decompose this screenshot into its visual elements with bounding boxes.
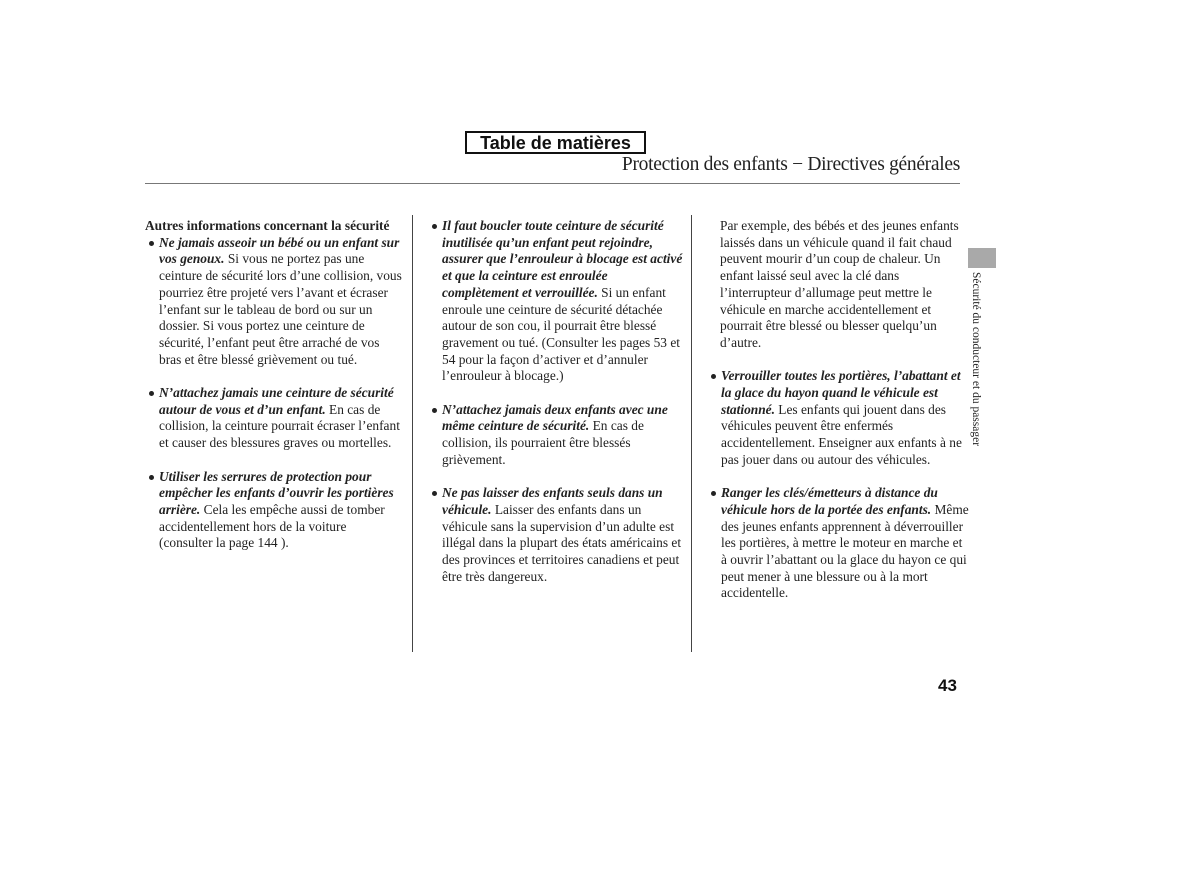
- list-item: [428, 218, 686, 385]
- page-title: Protection des enfants − Directives générales: [621, 154, 960, 175]
- item-lead: Il faut boucler toute ceinture de sécurité inutilisée qu’un enfant peut rejoindre, assurer que l’enrouleur à blocage est activé et que la ceinture est enroulée complètement et verrouillée.: [442, 218, 683, 300]
- column-divider: [412, 215, 413, 652]
- item-lead: Utiliser les serrures de protection pour empêcher les enfants d’ouvrir les portières arrière.: [159, 468, 394, 517]
- table-of-contents-link[interactable]: Table de matières: [465, 131, 646, 154]
- item-text: En cas de collision, ils pourraient être blessés grièvement.: [442, 418, 644, 467]
- column-1: [145, 218, 403, 569]
- item-lead: Ne pas laisser des enfants seuls dans un véhicule.: [442, 485, 663, 517]
- item-text: Si vous ne portez pas une ceinture de sécurité lors d’une collision, vous pourriez être projeté vers l’avant et écraser l’enfant sur le tableau de bord ou sur un dossier. Si vous portez une ceinture de sécurité, l’enfant peut être arraché de vos bras et être blessé grièvement ou tué.: [159, 251, 402, 367]
- item-text: Même des jeunes enfants apprennent à déverrouiller les portières, à mettre le moteur en marche et à ouvrir l’abattant ou la glace du hayon ce qui peut mener à une blessure ou à la mort accidentelle.: [721, 501, 969, 601]
- list-item: [145, 385, 403, 452]
- list-item: [428, 402, 686, 469]
- list-item: [145, 235, 403, 369]
- intro-paragraph: Par exemple, des bébés et des jeunes enfants laissés dans un véhicule quand il fait chaud peuvent mourir d’un coup de chaleur. Un enfant laissé seul avec la clé dans l’interrupteur d’allumage peut mettre le véhicule en marche accidentellement et pourrait être blessé ou blesser quelqu’un d’autre.: [720, 218, 959, 350]
- item-lead: N’attachez jamais deux enfants avec une même ceinture de sécurité.: [442, 401, 668, 434]
- list-item: [428, 485, 686, 585]
- item-text: Laisser des enfants dans un véhicule sans la supervision d’un adulte est illégal dans la plupart des états américains et des provinces et territoires canadiens et peut être très dangereux.: [442, 501, 682, 584]
- item-lead: Ranger les clés/émetteurs à distance du véhicule hors de la portée des enfants.: [721, 485, 938, 517]
- list-item: [707, 485, 969, 602]
- section-heading: Autres informations concernant la sécurité: [145, 218, 390, 233]
- section-tab-marker: [968, 248, 996, 268]
- list-item: [145, 469, 403, 553]
- item-text: Les enfants qui jouent dans des véhicules peuvent être enfermés accidentellement. Enseigner aux enfants à ne pas jouer dans ou autour des véhicules.: [721, 401, 962, 467]
- section-side-label: Sécurité du conducteur et du passager: [970, 272, 982, 447]
- item-text: Cela les empêche aussi de tomber accidentellement hors de la voiture (consulter la page 144 ).: [159, 501, 385, 551]
- header-rule: [145, 183, 960, 184]
- item-text: Si un enfant enroule une ceinture de sécurité détachée autour de son cou, il pourrait être blessé gravement ou tué. (Consulter les pages 53 et 54 pour la façon d’activer et d’annuler l’enrouleur à blocage.): [442, 284, 680, 384]
- column-2: [428, 218, 686, 602]
- page-number: 43: [938, 676, 957, 695]
- column-divider: [691, 215, 692, 652]
- item-lead: Verrouiller toutes les portières, l’abattant et la glace du hayon quand le véhicule est stationné.: [721, 368, 961, 417]
- item-lead: N’attachez jamais une ceinture de sécurité autour de vous et d’un enfant.: [159, 385, 394, 417]
- column-3: [707, 218, 969, 619]
- item-lead: Ne jamais asseoir un bébé ou un enfant sur vos genoux.: [159, 234, 400, 267]
- list-item: [707, 368, 969, 468]
- item-text: En cas de collision, la ceinture pourrait écraser l’enfant et causer des blessures graves ou mortelles.: [159, 401, 400, 451]
